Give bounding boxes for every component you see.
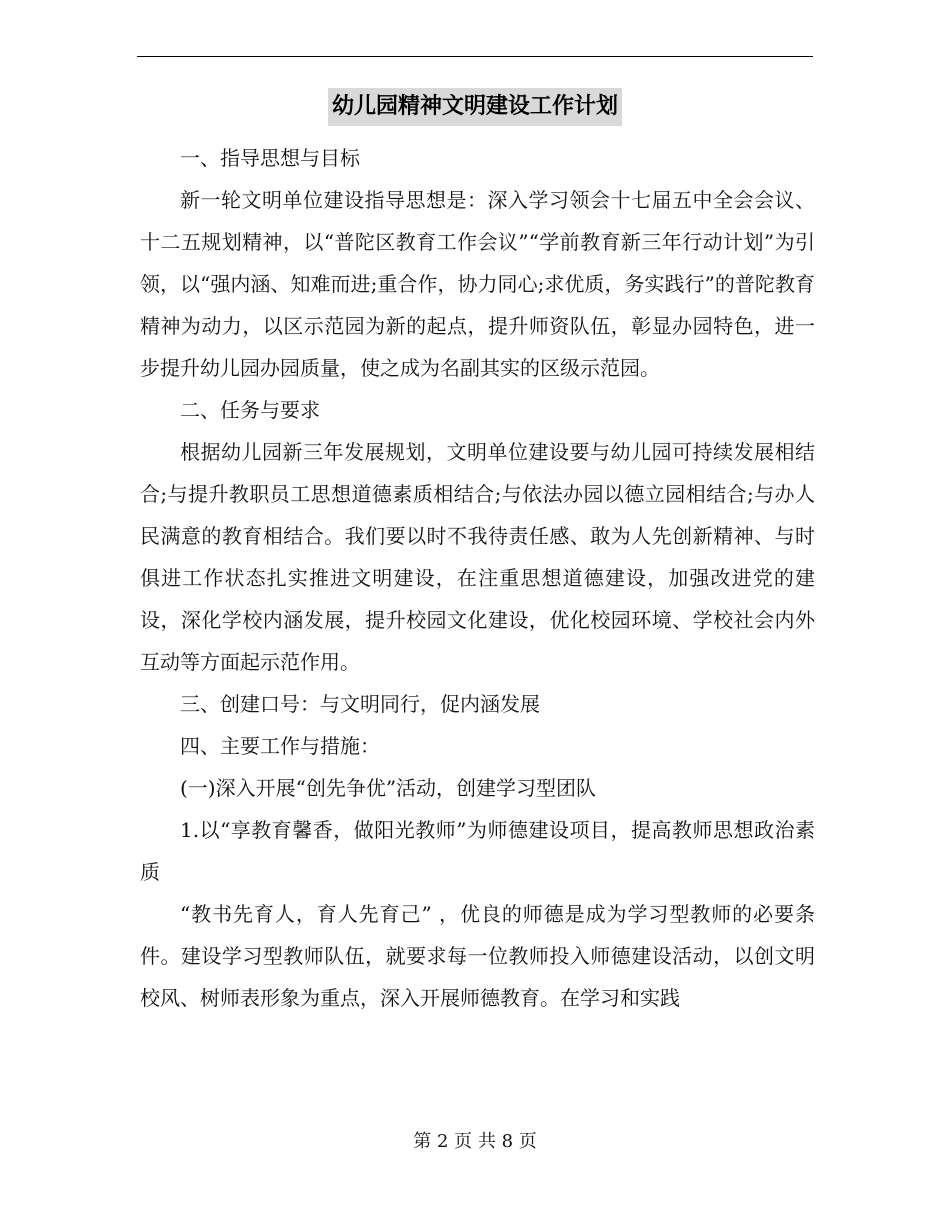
document-title: 幼儿园精神文明建设工作计划 bbox=[328, 88, 622, 126]
title-container bbox=[0, 88, 950, 126]
subsection-heading-1: (一)深入开展“创先争优”活动，创建学习型团队 bbox=[180, 776, 597, 800]
section-heading-4: 四、主要工作与措施： bbox=[180, 734, 380, 758]
header-rule bbox=[137, 56, 813, 57]
section-heading-2: 二、任务与要求 bbox=[180, 398, 320, 422]
paragraph-guiding-ideology: 新一轮文明单位建设指导思想是：深入学习领会十七届五中全会会议、十二五规划精神，以“普陀区教育工作会议”“学前教育新三年行动计划”为引领，以“强内涵、知难而进;重合作，协力同心;求优质，务实践行”的普陀教育精神为动力，以区示范园为新的起点，提升师资队伍，彰显办园特色，进一步提升幼儿园办园质量，使之成为名副其实的区级示范园。 bbox=[140, 188, 815, 380]
paragraph-teacher-ethics: “教书先育人，育人先育己” ，优良的师德是成为学习型教师的必要条件。建设学习型教师队伍，就要求每一位教师投入师德建设活动，以创文明校风、树师表形象为重点，深入开展师德教育。在学习和实践 bbox=[140, 902, 815, 1010]
paragraph-tasks: 根据幼儿园新三年发展规划，文明单位建设要与幼儿园可持续发展相结合;与提升教职员工思想道德素质相结合;与依法办园以德立园相结合;与办人民满意的教育相结合。我们要以时不我待责任感、敢为人先创新精神、与时俱进工作状态扎实推进文明建设，在注重思想道德建设，加强改进党的建设，深化学校内涵发展，提升校园文化建设，优化校园环境、学校社会内外互动等方面起示范作用。 bbox=[140, 440, 815, 674]
section-heading-1: 一、指导思想与目标 bbox=[180, 146, 360, 170]
section-heading-3: 三、创建口号：与文明同行，促内涵发展 bbox=[180, 692, 540, 716]
item-heading-1: 1.以“享教育馨香，做阳光教师”为师德建设项目，提高教师思想政治素质 bbox=[140, 818, 815, 884]
page-number: 第 2 页 共 8 页 bbox=[413, 1131, 537, 1152]
document-body bbox=[140, 137, 815, 1019]
